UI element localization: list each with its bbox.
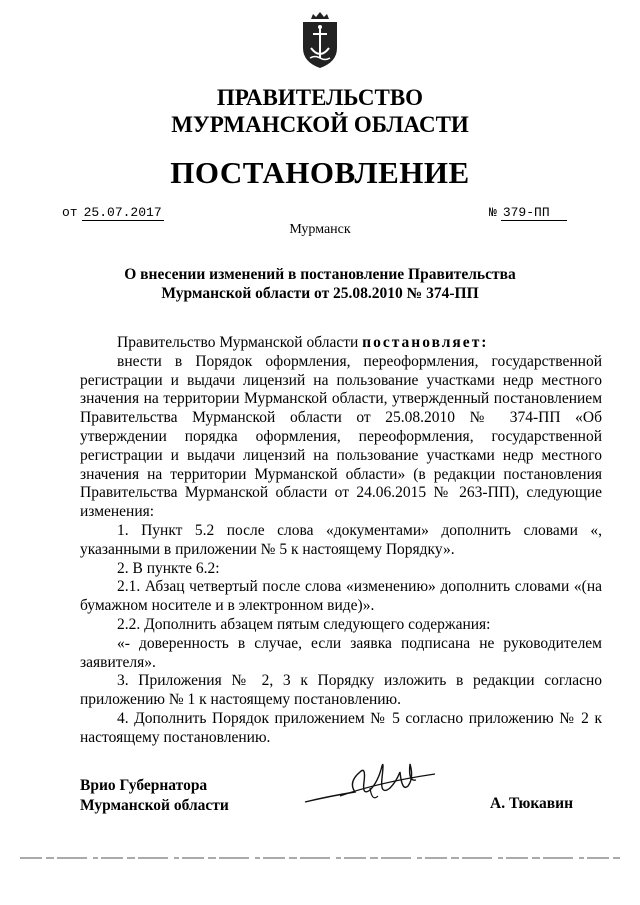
decree-verb: постановляет: [362,334,489,351]
date-value: 25.07.2017 [83,205,162,220]
signatory-name: А. Тюкавин [490,795,574,812]
title-line-1: О внесении изменений в постановление Правительства [124,266,516,283]
paragraph: 2. В пункте 6.2: [117,559,220,577]
position-line-2: Мурманской области [80,797,229,814]
paragraph: внести в Порядок оформления, переоформления, государственной регистрации и выдачи лицензий на пользование участками недр местного значения на территории Мурманской области, утвержденный постановлением Правительства Мурманской области от 25.08.2010 № 374-ПП «Об утверждении порядка оформления, переоформления, государственной регистрации и выдачи лицензий на пользование участками недр местного значения на территории Мурманской области» (в редакции постановления Правительства Мурманской области от 24.06.2015 № 263-ПП), следующие изменения: [80,352,602,521]
document-number [489,205,567,221]
organization-name: ПРАВИТЕЛЬСТВО [216,85,424,110]
paragraph: 3. Приложения № 2, 3 к Порядку изложить в редакции согласно приложению № 1 к настоящему постановлению. [80,672,602,709]
title-line-2: Мурманской области от 25.08.2010 № 374-ПП [161,285,479,302]
footer-divider [20,855,620,861]
position-line-1: Врио Губернатора [80,777,208,794]
coat-of-arms-icon [300,10,340,70]
document-body [80,334,602,748]
document-type: ПОСТАНОВЛЕНИЕ [170,155,470,190]
document-date [62,205,164,221]
signatory-position [80,776,229,816]
paragraph: 2.1. Абзац четвертый после слова «изменению» дополнить словами «(на бумажном носителе и в электронном виде)». [80,578,602,615]
paragraph: 1. Пункт 5.2 после слова «документами» дополнить словами «, указанными в приложении № 5 к настоящему Порядку». [80,521,602,558]
number-prefix: № [489,205,497,220]
date-prefix: от [62,205,78,220]
paragraph: 4. Дополнить Порядок приложением № 5 согласно приложению № 2 к настоящему постановлению. [80,709,602,746]
intro-paragraph: Правительство Мурманской области постановляет: [117,334,489,351]
handwritten-signature-icon [300,752,440,814]
paragraph: «- доверенность в случае, если заявка подписана не руководителем заявителя». [80,634,602,671]
organization-region: МУРМАНСКОЙ ОБЛАСТИ [171,112,469,137]
number-value: 379-ПП [501,205,567,221]
paragraph: 2.2. Дополнить абзацем пятым следующего содержания: [117,615,491,633]
document-title [0,265,640,303]
city: Мурманск [289,222,351,237]
